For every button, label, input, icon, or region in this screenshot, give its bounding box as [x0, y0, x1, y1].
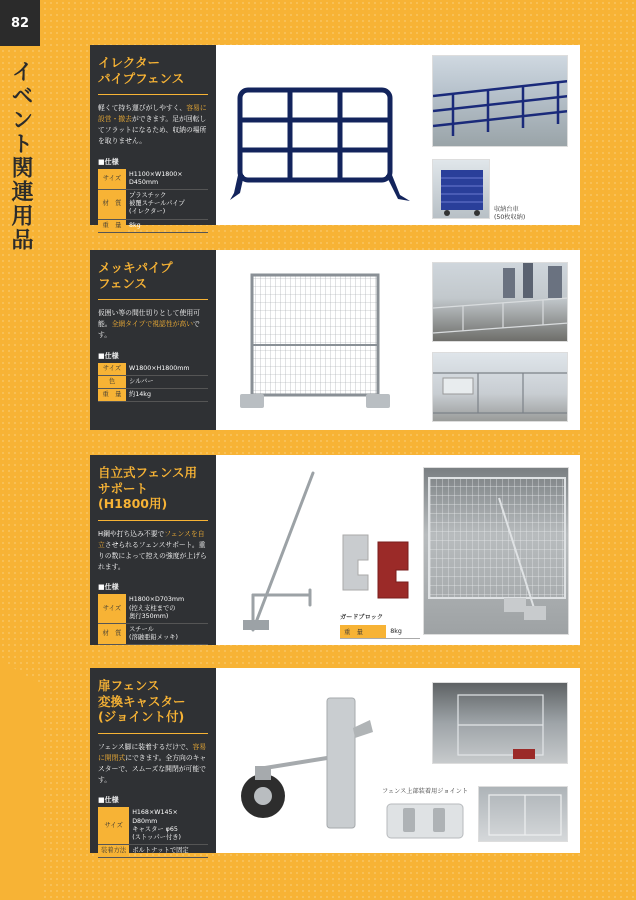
caster-image [235, 688, 385, 838]
support-bracket-image [235, 465, 325, 635]
info-panel [90, 45, 216, 229]
photo-fence-parking [432, 352, 568, 422]
section-description: H鋼や打ち込み不要でフェンスを自立させられるフェンスサポート。重りの数によって控えの強度が上げられます。 [98, 529, 207, 571]
section-description: 軽くて持ち運びがしやすく、容易に設営・撤去ができます。足が回転してフラットになるため、収納の場所を取りません。 [98, 104, 207, 145]
info-panel [90, 668, 216, 853]
section-title: 扉フェンス 変換キャスター (ジョイント付) [98, 678, 208, 734]
guard-block-spec: 重 量 8kg [340, 625, 420, 639]
page-corner-shape [0, 660, 40, 900]
section-door-caster [90, 668, 580, 853]
side-title: イベント関連用品 [8, 60, 33, 252]
spec-table: サイズ H168×W145× D80mm キャスター φ65 (ストッパー付き) 装着方法 ボルトナットで固定 [98, 807, 208, 858]
photo-fence-installed [432, 55, 568, 147]
photo-self-standing-fence [423, 467, 569, 635]
section-title: 自立式フェンス用 サポート (H1800用) [98, 465, 208, 521]
info-panel [90, 250, 216, 430]
section-plated-pipe-fence [90, 250, 580, 430]
spec-heading: ■仕様 [98, 157, 119, 166]
photo-storage-cart [432, 159, 490, 219]
elector-fence-image [230, 75, 410, 205]
photo-fence-construction [432, 262, 568, 342]
section-description: 仮囲い等の間仕切りとして使用可能。全網タイプで視認性が高いです。 [98, 309, 200, 339]
mesh-fence-image [240, 270, 390, 415]
spec-heading: ■仕様 [98, 796, 119, 805]
photo-door-fence [432, 682, 568, 764]
photo-caption: 収納台車 (50枚収納) [494, 206, 526, 222]
section-title: メッキパイプ フェンス [98, 260, 208, 300]
spec-heading: ■仕様 [98, 583, 119, 592]
section-fence-support [90, 455, 580, 645]
joint-image [385, 800, 465, 840]
joint-label: フェンス上部装着用ジョイント [382, 788, 469, 795]
guard-block-image [338, 530, 418, 600]
info-panel [90, 455, 216, 645]
photo-joint-installed [478, 786, 568, 842]
spec-table: サイズ H1100×W1800× D450mm 材 質 プラスチック 被覆スチールパイプ (イレクター) 重 量 8kg [98, 169, 208, 233]
spec-table: サイズ W1800×H1800mm 色 シルバー 重 量 約14kg [98, 363, 208, 403]
section-elector-fence [90, 45, 580, 229]
guard-block-label: ガードブロック [340, 614, 384, 621]
section-description: フェンス脚に装着するだけで、容易に開閉式にできます。全方向のキャスターで、スムーズな開閉が可能です。 [98, 742, 207, 784]
spec-heading: ■仕様 [98, 351, 119, 360]
spec-table: サイズ H1800×D703mm (控え支柱までの 奥行350mm) 材 質 スチール (溶融亜鉛メッキ) [98, 594, 208, 645]
page-number: 82 [0, 0, 40, 46]
section-title: イレクター パイプフェンス [98, 55, 208, 95]
